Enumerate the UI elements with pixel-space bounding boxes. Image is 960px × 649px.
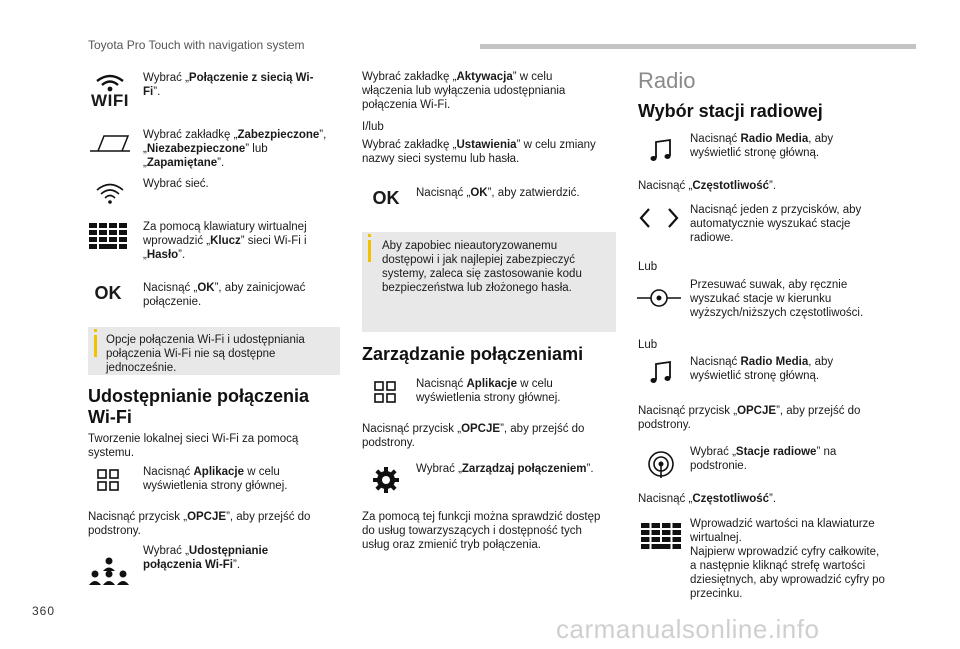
- info-icon: [368, 240, 371, 262]
- section-title-radio-station: Wybór stacji radiowej: [638, 101, 823, 121]
- connection-management-description: Za pomocą tej funkcji można sprawdzić dostęp do usług towarzyszących i dostępność tych usług oraz zmienić tryb połączenia.: [362, 511, 601, 551]
- security-note: [362, 232, 616, 332]
- step-press-frequency: Nacisnąć „Częstotliwość”.: [638, 180, 777, 192]
- ok-icon: OK: [94, 282, 122, 303]
- step-press-options: Nacisnąć przycisk „OPCJE”, aby przejść do podstrony.: [88, 511, 311, 537]
- wifi-icon-label: WIFI: [91, 91, 129, 110]
- music-note-icon: [646, 358, 676, 388]
- watermark: carmanualsonline.info: [556, 614, 820, 644]
- step-press-ok-connect: Nacisnąć „OK”, aby zainicjować połączenie.: [143, 282, 306, 308]
- step-select-radio-stations: Wybrać „Stacje radiowe” na podstronie.: [690, 446, 837, 472]
- step-select-wifi-connection: Wybrać „Połączenie z siecią Wi-Fi”.: [143, 72, 314, 98]
- step-select-settings-tab: Wybrać zakładkę „Ustawienia” w celu zmiany nazwy sieci systemu lub hasła.: [362, 139, 596, 165]
- step-select-security-tab: Wybrać zakładkę „Zabezpieczone”, „Niezabezpieczone” lub „Zapamiętane”.: [143, 129, 327, 169]
- page-number: 360: [32, 604, 56, 618]
- step-select-wifi-sharing: Wybrać „Udostępnianie połączenia Wi-Fi”.: [143, 545, 269, 571]
- or-label-2: Lub: [638, 339, 658, 351]
- step-press-frequency-2: Nacisnąć „Częstotliwość”.: [638, 493, 777, 505]
- keyboard-icon: [88, 222, 128, 252]
- slider-icon: [636, 284, 682, 312]
- step-manage-connection: Wybrać „Zarządzaj połączeniem”.: [416, 463, 594, 475]
- step-select-network: Wybrać sieć.: [143, 178, 209, 190]
- step-press-options-2: Nacisnąć przycisk „OPCJE”, aby przejść do podstrony.: [362, 423, 585, 449]
- security-note-text: Aby zapobiec nieautoryzowanemu dostępowi i jak najlepiej zabezpieczyć systemy, zaleca się zastosowanie kodu bezpieczeństwa lub złożonego hasła.: [382, 240, 582, 294]
- info-note-text: Opcje połączenia Wi-Fi i udostępniania połączenia Wi-Fi nie są dostępne jednocześnie.: [106, 334, 305, 374]
- wifi-icon: [88, 70, 132, 114]
- step-auto-search: Nacisnąć jeden z przycisków, aby automatycznie wyszukać stacje radiowe.: [690, 204, 862, 244]
- group-icon: [88, 556, 130, 588]
- chevron-left-right-icon: [636, 204, 682, 232]
- step-press-applications-2: Nacisnąć Aplikacje w celu wyświetlenia strony głównej.: [416, 378, 561, 404]
- apps-icon: [95, 467, 121, 493]
- or-label-1: Lub: [638, 261, 658, 273]
- or-label: I/lub: [362, 121, 384, 133]
- step-manual-search: Przesuwać suwak, aby ręcznie wyszukać stacje w kierunku wyższych/niższych częstotliwości.: [690, 279, 864, 319]
- chapter-title-radio: Radio: [638, 68, 696, 93]
- step-press-options-3: Nacisnąć przycisk „OPCJE”, aby przejść do podstrony.: [638, 405, 861, 431]
- step-press-ok-confirm: Nacisnąć „OK”, aby zatwierdzić.: [416, 187, 580, 199]
- ok-icon: OK: [372, 187, 400, 208]
- tabs-icon: [88, 132, 132, 154]
- info-note: [88, 327, 340, 375]
- step-press-applications: Nacisnąć Aplikacje w celu wyświetlenia strony głównej.: [143, 466, 288, 492]
- section-title-wifi-sharing: Udostępnianie połączenia Wi-Fi: [88, 386, 310, 427]
- step-press-radio-media: Nacisnąć Radio Media, aby wyświetlić stronę główną.: [690, 133, 834, 159]
- running-header: Toyota Pro Touch with navigation system: [88, 38, 305, 52]
- gear-icon: [370, 464, 402, 496]
- info-icon: [94, 335, 97, 357]
- wifi-signal-icon: [92, 179, 128, 207]
- section-title-connection-management: Zarządzanie połączeniami: [362, 344, 584, 364]
- keyboard-icon: [640, 522, 682, 552]
- step-enter-key-password: Za pomocą klawiatury wirtualnej wprowadzić „Klucz” sieci Wi-Fi i „Hasło”.: [143, 221, 307, 261]
- step-enter-frequency: Wprowadzić wartości na klawiaturze wirtualnej. Najpierw wprowadzić cyfry całkowite, a następnie kliknąć strefę wartości dziesiętnych, aby wprowadzić cyfry po przecinku.: [690, 518, 885, 600]
- music-note-icon: [646, 136, 676, 166]
- radio-station-icon: [644, 447, 678, 481]
- header-rule: [480, 44, 916, 49]
- apps-icon: [372, 379, 398, 405]
- wifi-sharing-intro: Tworzenie lokalnej sieci Wi-Fi za pomocą systemu.: [88, 433, 299, 459]
- step-select-activation-tab: Wybrać zakładkę „Aktywacja” w celu włączenia lub wyłączenia udostępniania połączenia Wi-Fi.: [362, 71, 566, 111]
- step-press-radio-media-2: Nacisnąć Radio Media, aby wyświetlić stronę główną.: [690, 356, 834, 382]
